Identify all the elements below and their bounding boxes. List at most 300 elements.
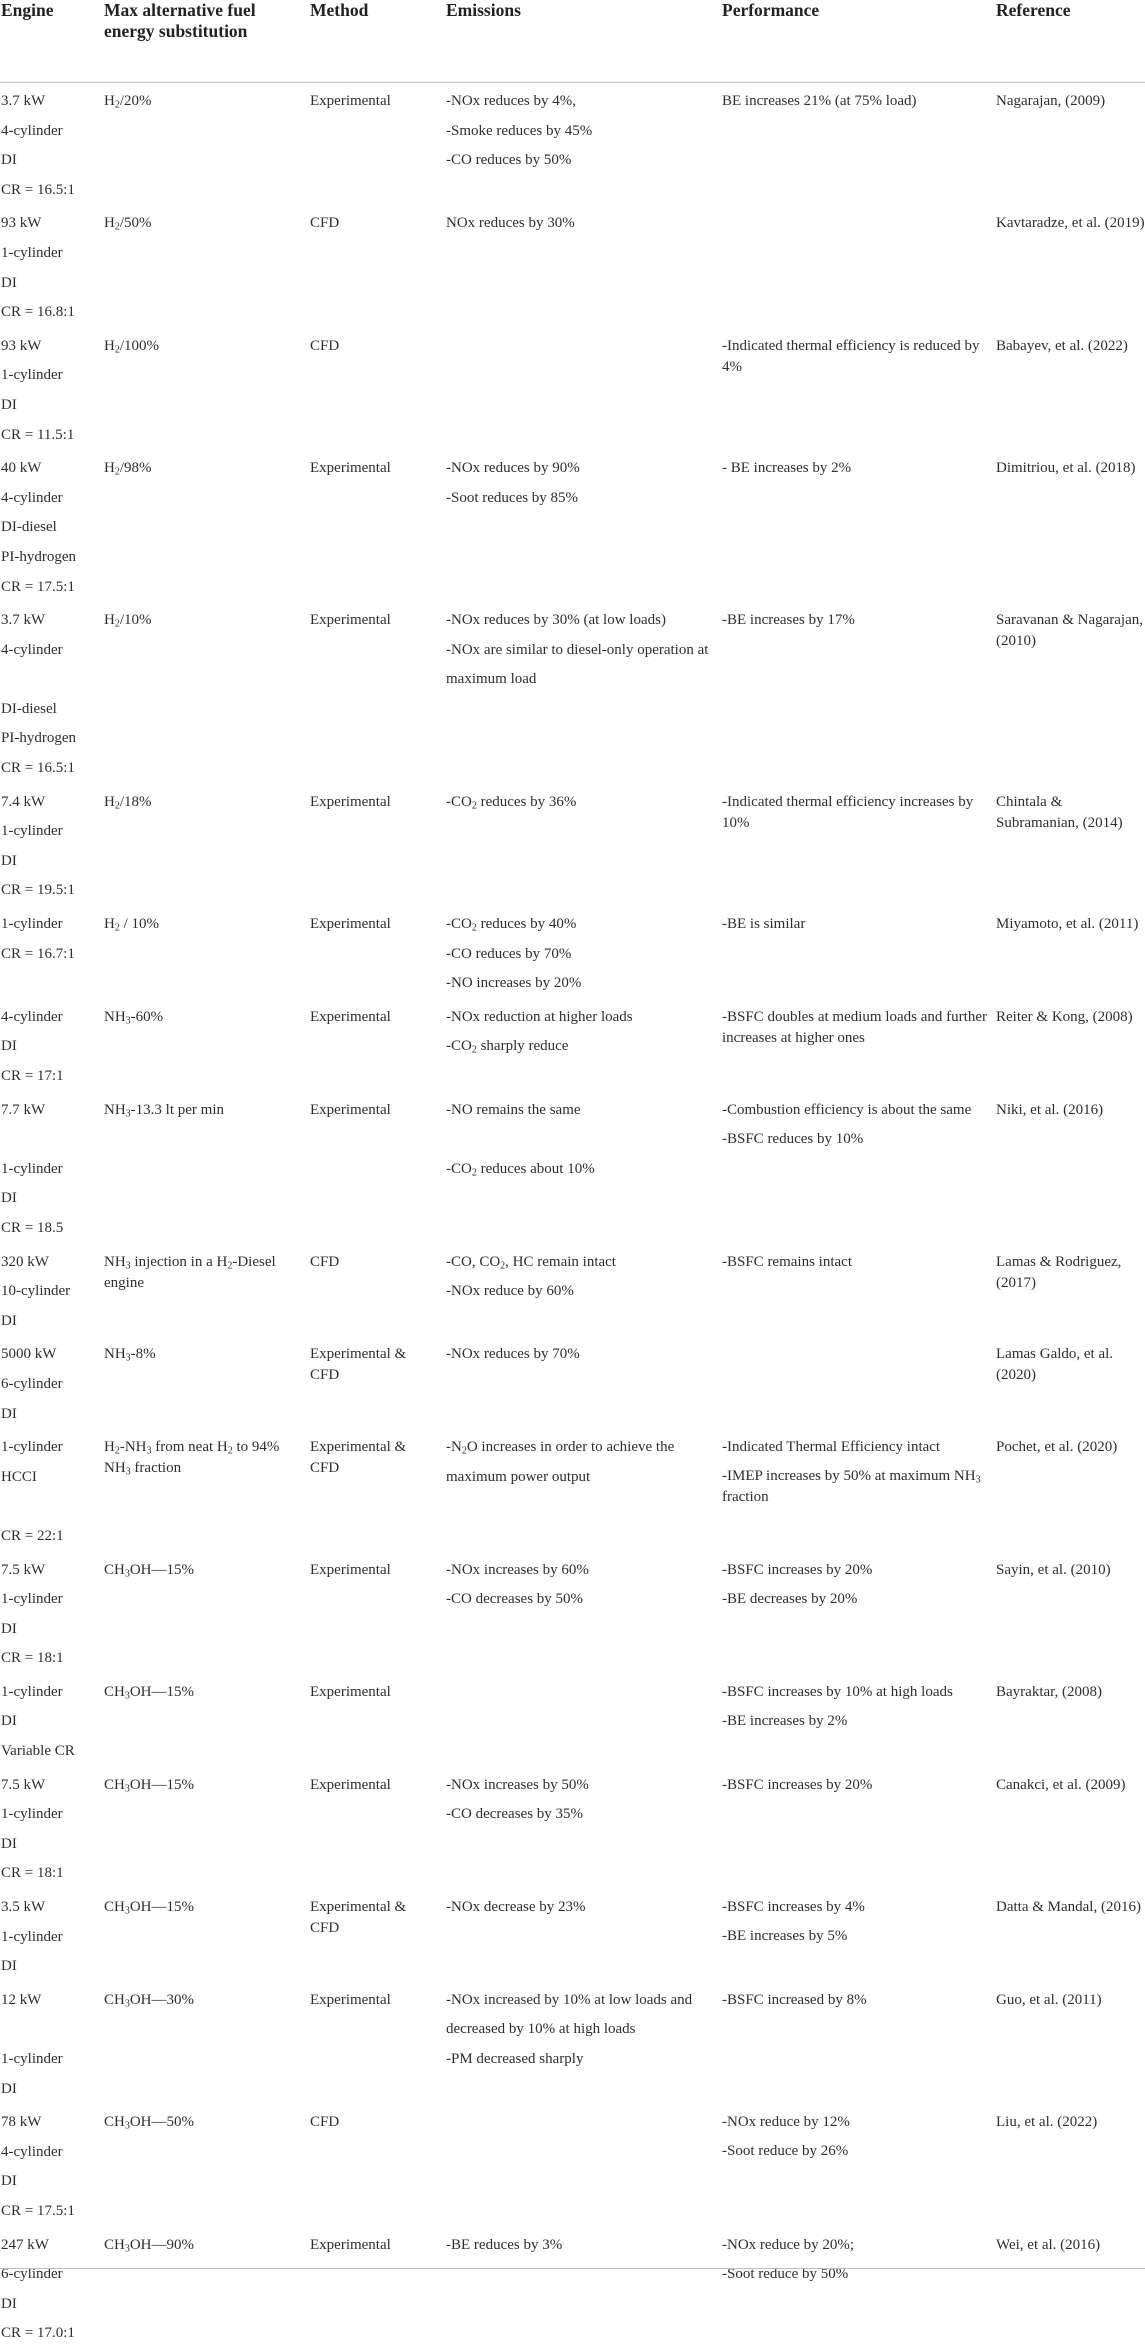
table-row [0,2227,1145,2352]
cell-line: $H_2/50\%$ [104,215,152,233]
cell-line: -Soot reduces by 85% [446,489,579,506]
table-header-row [0,0,1145,83]
table-row [0,1244,1145,1337]
cell-line: Experimental [310,93,391,109]
cell-line: $-CO_2$ reduces by 40% [446,916,577,934]
cell-line: 6-cylinder [1,2266,63,2283]
cell-reference [995,1244,1145,1337]
cell-engine [0,1336,103,1429]
cell-line: Miyamoto, et al. (2011) [996,916,1139,933]
cell-line: $H_2/98\%$ [104,460,152,478]
table-row [0,1429,1145,1551]
cell-reference [995,1889,1145,1982]
cell-line: $-CO_2$ reduces by 36% [446,793,577,812]
cell-line: $H_2/20\%$ [104,93,152,111]
table-row [0,999,1145,1092]
cell-engine [0,906,103,999]
cell-line: Lamas Galdo, et al. (2020) [996,1346,1114,1384]
cell-line [446,1125,713,1155]
cell-method [309,2227,445,2352]
cell-line: -CO decreases by 50% [446,1591,584,1608]
cell-line: -CO decreases by 35% [446,1806,584,1823]
cell-engine [0,602,103,784]
cell-line: 4-cylinder [1,489,63,506]
cell-line: -BSFC increases by 20% [722,1776,873,1793]
cell-performance [721,205,995,327]
cell-line: 1-cylinder [1,1160,63,1177]
cell-line: 1-cylinder [1,1806,63,1823]
cell-line: Reiter & Kong, (2008) [996,1008,1133,1025]
cell-line: CR = 17:1 [1,1068,64,1084]
cell-line: BE increases 21% (at 75% load) [722,93,917,109]
cell-line: CR = 22:1 [1,1527,64,1544]
cell-line: -BE reduces by 3% [446,2236,563,2253]
cell-reference [995,83,1145,206]
cell-line: CR = 18.5 [1,1219,64,1236]
cell-engine [0,2227,103,2352]
cell-engine [0,83,103,206]
cell-reference [995,602,1145,784]
cell-line: Experimental [310,1101,391,1118]
cell-line: Nagarajan, (2009) [996,93,1106,109]
cell-line: -NOx reduces by 70% [446,1346,580,1363]
cell-line: -NO increases by 20% [446,975,582,992]
cell-fuel-substitution [103,784,309,906]
table-row [0,1982,1145,2104]
cell-line: -Indicated Thermal Efficiency intact [722,1439,941,1456]
table-row [0,1674,1145,1767]
cell-line: 3.5 kW [1,1899,46,1916]
cell-reference [995,205,1145,327]
cell-line: $CH_3OH—30\%$ [104,1991,195,2010]
cell-line: 4-cylinder [1,2143,63,2160]
cell-method [309,1336,445,1429]
cell-method [309,1244,445,1337]
cell-performance [721,2104,995,2226]
cell-fuel-substitution [103,1552,309,1674]
cell-line: Experimental [310,612,391,629]
cell-method [309,999,445,1092]
cell-engine [0,1767,103,1889]
cell-line: Experimental [310,460,391,477]
cell-line: CR = 19.5:1 [1,882,75,899]
cell-line: Sayin, et al. (2010) [996,1561,1111,1578]
cell-line: Experimental [310,2236,391,2253]
table-row [0,1552,1145,1674]
cell-line: DI [1,1620,17,1637]
cell-line: Liu, et al. (2022) [996,2114,1098,2131]
header-fuel-substitution: Max alternative fuel energy substitution [103,0,309,83]
cell-line: $CH_3OH—15\%$ [104,1776,195,1795]
cell-line: Guo, et al. (2011) [996,1991,1102,2008]
cell-performance [721,906,995,999]
cell-method [309,1092,445,1244]
cell-emissions [445,1244,721,1337]
cell-line: -NOx reduction at higher loads [446,1008,633,1025]
cell-line: DI [1,1190,17,1207]
header-performance: Performance [721,0,995,83]
cell-emissions [445,450,721,602]
cell-line: -CO reduces by 70% [446,945,572,962]
cell-line: CR = 17.5:1 [1,578,75,595]
cell-line: Lamas & Rodriguez, (2017) [996,1253,1122,1291]
cell-line: 1-cylinder [1,367,63,384]
cell-fuel-substitution [103,1336,309,1429]
cell-line: DI [1,1958,17,1975]
cell-line: $-N_2O$ increases in order to achieve the maximum power output [446,1439,675,1485]
cell-line: 1-cylinder [1,1439,63,1456]
cell-line: DI [1,2173,17,2190]
cell-line: $H_2/18\%$ [104,793,152,812]
cell-line: DI-diesel [1,519,57,536]
cell-reference [995,1429,1145,1551]
cell-line: $H_2/10\%$ [104,612,152,630]
table-row [0,602,1145,784]
cell-line: 3.7 kW [1,93,46,109]
cell-performance [721,450,995,602]
cell-performance [721,1244,995,1337]
table-row [0,1336,1145,1429]
cell-line: CR = 17.0:1 [1,2325,75,2342]
cell-line: CR = 16.7:1 [1,945,75,962]
cell-line: -BE increases by 17% [722,612,855,629]
cell-engine [0,1982,103,2104]
cell-line: $H_2 / 10\%$ [104,916,160,934]
cell-line: 7.4 kW [1,793,46,810]
cell-method [309,1552,445,1674]
cell-line: -NOx increases by 60% [446,1561,589,1578]
cell-line: 247 kW [1,2236,49,2253]
cell-emissions [445,602,721,784]
cell-line: Experimental [310,1776,391,1793]
cell-performance [721,784,995,906]
cell-fuel-substitution [103,1889,309,1982]
cell-engine [0,2104,103,2226]
cell-emissions [445,1982,721,2104]
cell-line: $H_2-NH_3$ from neat $H_2$ to 94% $NH_3$ fraction [104,1439,280,1478]
cell-line: -CO reduces by 50% [446,152,572,169]
cell-line: 12 kW [1,1991,42,2008]
cell-engine [0,999,103,1092]
cell-line: 7.5 kW [1,1776,46,1793]
cell-line: DI [1,152,17,169]
header-emissions: Emissions [445,0,721,83]
cell-line: Saravanan & Nagarajan, (2010) [996,612,1144,650]
cell-line: -Soot reduce by 26% [722,2143,849,2160]
header-engine: Engine [0,0,103,83]
cell-engine [0,1552,103,1674]
cell-emissions [445,1674,721,1767]
cell-line: 1-cylinder [1,2051,63,2067]
cell-line: -NOx increases by 50% [446,1776,589,1793]
cell-engine [0,1244,103,1337]
cell-method [309,328,445,450]
cell-method [309,784,445,906]
cell-reference [995,999,1145,1092]
table-row [0,328,1145,450]
cell-emissions [445,999,721,1092]
cell-line: -PM decreased sharply [446,2051,584,2067]
cell-emissions [445,205,721,327]
table-bottom-rule [0,2268,1145,2269]
cell-line [1,665,95,695]
cell-line: -BSFC increases by 10% at high loads [722,1683,953,1700]
cell-line: $NH_3-8\%$ [104,1346,156,1364]
cell-line: CR = 18:1 [1,1650,64,1667]
cell-line: Pochet, et al. (2020) [996,1439,1118,1456]
cell-performance [721,1336,995,1429]
cell-fuel-substitution [103,602,309,784]
cell-performance [721,1092,995,1244]
cell-emissions [445,906,721,999]
cell-line: -NOx reduce by 60% [446,1283,574,1300]
cell-line: 78 kW [1,2114,42,2131]
cell-line: 320 kW [1,1253,49,1270]
cell-emissions [445,1092,721,1244]
cell-line: -BSFC doubles at medium loads and further increases at higher ones [722,1008,987,1046]
cell-line: 1-cylinder [1,1591,63,1608]
cell-performance [721,328,995,450]
table-row [0,1092,1145,1244]
cell-line: DI [1,1038,17,1055]
table-row [0,450,1145,602]
cell-line [1,1125,95,1155]
cell-fuel-substitution [103,1244,309,1337]
cell-line: DI [1,1405,17,1422]
cell-line: 5000 kW [1,1346,57,1363]
cell-method [309,205,445,327]
cell-fuel-substitution [103,2227,309,2352]
cell-emissions [445,2104,721,2226]
cell-line: - BE increases by 2% [722,460,852,477]
cell-line: -IMEP increases by 50% at maximum $NH_3$ fraction [722,1468,981,1506]
cell-reference [995,1674,1145,1767]
cell-reference [995,2227,1145,2352]
cell-line: -BSFC reduces by 10% [722,1130,864,1147]
cell-reference [995,1092,1145,1244]
cell-engine [0,1674,103,1767]
cell-line: DI [1,852,17,869]
cell-line: $-CO_2$ reduces about 10% [446,1160,595,1179]
cell-line: $CH_3OH—15\%$ [104,1683,195,1702]
cell-fuel-substitution [103,999,309,1092]
cell-fuel-substitution [103,1674,309,1767]
cell-line: Experimental & CFD [310,1899,407,1937]
cell-emissions [445,1336,721,1429]
cell-line: DI [1,1713,17,1730]
cell-line: DI [1,274,17,291]
cell-line: -Smoke reduces by 45% [446,122,593,139]
cell-line [1,2015,95,2045]
cell-line [1,1492,95,1522]
cell-emissions [445,328,721,450]
cell-line: Experimental & CFD [310,1439,407,1477]
cell-method [309,83,445,206]
table-row [0,784,1145,906]
cell-line: CR = 16.5:1 [1,760,75,777]
cell-line: $CH_3OH—15\%$ [104,1561,195,1579]
cell-method [309,906,445,999]
cell-line: -BE is similar [722,916,806,933]
cell-line: DI [1,396,17,413]
cell-line: Babayev, et al. (2022) [996,337,1128,354]
cell-method [309,2104,445,2226]
cell-fuel-substitution [103,450,309,602]
cell-emissions [445,83,721,206]
cell-line: $NH_3-13.3$ lt per min [104,1101,224,1120]
cell-performance [721,2227,995,2352]
cell-line: Experimental [310,1683,391,1700]
cell-fuel-substitution [103,205,309,327]
cell-method [309,1982,445,2104]
cell-line: Niki, et al. (2016) [996,1101,1104,1118]
cell-line: 6-cylinder [1,1375,63,1392]
cell-line: Experimental [310,1008,391,1025]
cell-line: CR = 11.5:1 [1,426,75,443]
cell-performance [721,1552,995,1674]
header-reference: Reference [995,0,1145,83]
cell-line: -NO remains the same [446,1101,581,1118]
cell-line: -CO, $CO_2$, HC remain intact [446,1253,616,1272]
cell-line: -NOx reduce by 20%; [722,2236,855,2253]
cell-line: 1-cylinder [1,1683,63,1700]
cell-engine [0,205,103,327]
cell-line: -BSFC increased by 8% [722,1991,867,2008]
cell-line: -Soot reduce by 50% [722,2265,849,2282]
cell-line: $CH_3OH—50\%$ [104,2114,195,2132]
cell-performance [721,602,995,784]
cell-performance [721,83,995,206]
cell-line: 93 kW [1,337,42,354]
cell-engine [0,328,103,450]
cell-line: CR = 16.5:1 [1,181,75,198]
cell-line: PI-hydrogen [1,548,76,565]
cell-line: -NOx reduces by 90% [446,460,580,477]
cell-line: Kavtaradze, et al. (2019) [996,215,1145,232]
cell-line: 7.7 kW [1,1101,46,1118]
cell-method [309,1767,445,1889]
cell-line: DI [1,2080,17,2097]
cell-line: 1-cylinder [1,244,63,261]
cell-line: Datta & Mandal, (2016) [996,1899,1141,1916]
cell-method [309,1889,445,1982]
cell-line: $CH_3OH—15\%$ [104,1899,195,1917]
cell-line: 1-cylinder [1,1928,63,1945]
cell-line: -NOx reduces by 4%, [446,93,576,109]
cell-emissions [445,1552,721,1674]
cell-line: Wei, et al. (2016) [996,2236,1101,2253]
cell-method [309,1429,445,1551]
cell-line: CFD [310,215,340,232]
table-row [0,205,1145,327]
cell-line: -Combustion efficiency is about the same [722,1101,972,1118]
cell-emissions [445,1889,721,1982]
cell-line: 40 kW [1,460,42,477]
cell-line: -BE increases by 2% [722,1712,848,1729]
cell-reference [995,1336,1145,1429]
cell-line: DI [1,1312,17,1329]
cell-line: Variable CR [1,1743,75,1760]
cell-reference [995,2104,1145,2226]
cell-line: CFD [310,1253,340,1270]
cell-performance [721,1429,995,1551]
table-row [0,906,1145,999]
cell-emissions [445,1767,721,1889]
header-method: Method [309,0,445,83]
cell-fuel-substitution [103,1092,309,1244]
cell-line: Canakci, et al. (2009) [996,1776,1126,1793]
cell-performance [721,1982,995,2104]
cell-line: -NOx reduce by 12% [722,2114,850,2131]
cell-line: -BSFC remains intact [722,1253,852,1270]
cell-line: HCCI [1,1468,37,1485]
cell-line: CR = 16.8:1 [1,304,75,321]
cell-emissions [445,2227,721,2352]
cell-line: 4-cylinder [1,122,63,139]
cell-line: $NH_3$ injection in a $H_2$-Diesel engine [104,1253,276,1291]
cell-line: 1-cylinder [1,823,63,840]
table-row [0,1767,1145,1889]
cell-reference [995,450,1145,602]
cell-engine [0,1429,103,1551]
cell-line: Dimitriou, et al. (2018) [996,460,1136,477]
cell-engine [0,784,103,906]
cell-emissions [445,1429,721,1551]
cell-reference [995,906,1145,999]
cell-line: DI [1,1835,17,1852]
cell-line: Experimental [310,1561,391,1578]
cell-line: $CH_3OH—90\%$ [104,2236,195,2255]
cell-fuel-substitution [103,1982,309,2104]
cell-line: -NOx reduces by 30% (at low loads) [446,612,666,629]
cell-engine [0,1889,103,1982]
cell-line: -BSFC increases by 4% [722,1899,865,1916]
cell-fuel-substitution [103,1429,309,1551]
cell-reference [995,1552,1145,1674]
cell-performance [721,999,995,1092]
cell-performance [721,1674,995,1767]
cell-reference [995,1982,1145,2104]
cell-line: Bayraktar, (2008) [996,1683,1103,1700]
cell-line: CR = 17.5:1 [1,2202,75,2219]
cell-line: -BSFC increases by 20% [722,1561,873,1578]
cell-line: 4-cylinder [1,641,63,658]
cell-line: Experimental [310,793,391,810]
cell-line: PI-hydrogen [1,730,76,747]
cell-line: Experimental & CFD [310,1346,407,1384]
cell-fuel-substitution [103,906,309,999]
cell-method [309,602,445,784]
cell-line: DI [1,2295,17,2312]
cell-reference [995,784,1145,906]
cell-line: -Indicated thermal efficiency increases by 10% [722,793,974,831]
table-body [0,83,1145,2352]
cell-line: 3.7 kW [1,612,46,629]
cell-engine [0,1092,103,1244]
cell-line: -NOx are similar to diesel-only operation at maximum load [446,641,709,688]
cell-line: 7.5 kW [1,1561,46,1578]
cell-engine [0,450,103,602]
cell-performance [721,1889,995,1982]
cell-line: CR = 18:1 [1,1865,64,1882]
cell-line: Chintala & Subramanian, (2014) [996,793,1123,831]
cell-line: 1-cylinder [1,916,63,933]
table-row [0,1889,1145,1982]
cell-fuel-substitution [103,2104,309,2226]
cell-line: -Indicated thermal efficiency is reduced by 4% [722,337,980,375]
cell-reference [995,328,1145,450]
cell-performance [721,1767,995,1889]
